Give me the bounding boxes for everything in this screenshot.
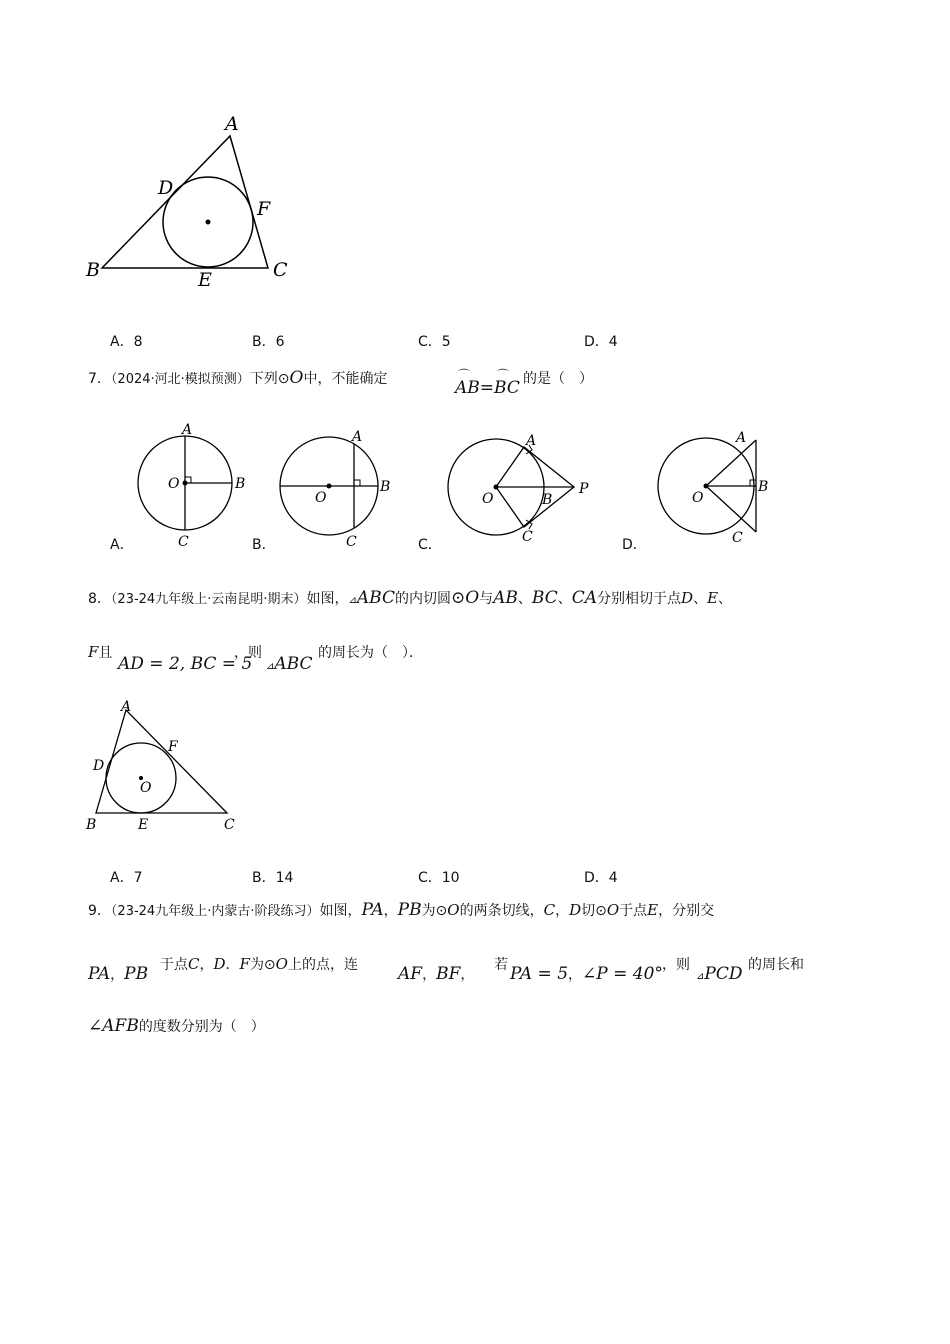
- fc-label-a: A: [526, 433, 537, 449]
- fc-label-p: P: [579, 481, 589, 497]
- q8-d: D: [681, 589, 694, 607]
- q8-stem-end: 的周长为（ ）．: [318, 645, 423, 661]
- q8-e: E: [707, 589, 719, 607]
- f8-label-a: A: [121, 699, 132, 715]
- q8-sep: 、: [557, 591, 572, 607]
- q9-text: 如图，: [319, 903, 362, 919]
- q9-text: 上的点，连: [287, 957, 358, 973]
- f8-label-o: O: [140, 780, 152, 796]
- q9-f: F: [239, 955, 250, 973]
- q8-cond: AD = 2, BC = 5: [118, 654, 253, 674]
- label-e: E: [198, 269, 212, 291]
- fd-label-c: C: [732, 530, 743, 546]
- arc-ab-text: AB: [455, 378, 480, 398]
- q9-c: C: [188, 955, 200, 973]
- label-b: B: [86, 259, 100, 281]
- q8-option-c[interactable]: C．10: [418, 870, 460, 886]
- q9-angle-afb: ∠AFB: [88, 1016, 139, 1036]
- arc-bc: ⌒ BC: [494, 368, 520, 398]
- q8-text: 与: [479, 591, 494, 607]
- fd-label-b: B: [758, 479, 769, 495]
- q8-bc: BC: [531, 588, 558, 608]
- fb-label-c: C: [346, 534, 357, 550]
- q8-text: 分别相切于点: [597, 591, 682, 607]
- q9-sep: ，: [555, 903, 570, 919]
- triangle-abc: [96, 710, 227, 813]
- q9-pb: PB: [124, 964, 149, 984]
- q8-sep: 、: [517, 591, 532, 607]
- triangle-symbol: ⊿: [348, 595, 357, 606]
- label-c: C: [273, 259, 288, 281]
- q9-stem-line2b: 的周长和: [748, 957, 804, 973]
- q9-pa: PA: [361, 900, 384, 920]
- q9-stem-line3: [88, 1016, 265, 1036]
- f8-label-c: C: [224, 817, 235, 833]
- q7-o: O: [289, 368, 304, 388]
- q9-stem-line2a: [160, 954, 358, 974]
- q9-sep: ，: [460, 967, 475, 983]
- q9-af: AF: [398, 964, 423, 984]
- q6-option-d[interactable]: D．4: [584, 334, 618, 350]
- q7-text: 中，不能确定: [303, 371, 388, 387]
- arc-bc-text: BC: [494, 378, 520, 398]
- fd-label-o: O: [692, 490, 704, 506]
- q9-text: 为⊙: [249, 957, 276, 973]
- q7-figure-c: [440, 420, 600, 550]
- q9-angle-p: ∠P = 40°: [582, 964, 663, 984]
- q8-tri-abc: [266, 654, 312, 674]
- q7-option-d[interactable]: D．: [622, 537, 647, 553]
- q8-o: O: [465, 588, 480, 608]
- q9-pa: PA: [88, 964, 111, 984]
- q8-abc: ABC: [274, 654, 313, 674]
- q7-figure-b: [272, 420, 402, 550]
- q7-source: （2024·河北·模拟预测）: [110, 372, 250, 387]
- q9-c: C: [543, 901, 556, 919]
- q9-text: 的度数分别为（ ）: [138, 1019, 265, 1035]
- q9-d: D: [213, 955, 226, 973]
- q6-option-a[interactable]: A．8: [110, 334, 143, 350]
- q8-sep: 、: [693, 591, 708, 607]
- fc-label-b: B: [542, 492, 553, 508]
- q8-option-d[interactable]: D．4: [584, 870, 618, 886]
- fa-label-o: O: [168, 476, 180, 492]
- q7-option-c[interactable]: C．: [418, 537, 442, 553]
- q9-af-bf: [398, 964, 474, 984]
- q9-o: O: [606, 901, 620, 919]
- label-d: D: [158, 177, 174, 199]
- fa-label-b: B: [235, 476, 246, 492]
- q9-pb: PB: [397, 900, 422, 920]
- q8-abc: ABC: [356, 588, 395, 608]
- q8-text: 如图，: [306, 591, 349, 607]
- q8-ab: AB: [493, 588, 518, 608]
- q9-text: 于点: [619, 903, 648, 919]
- q7-text: 下列: [249, 371, 278, 387]
- q7-figure-a: [130, 420, 255, 550]
- q8-stem-line1: [88, 588, 732, 608]
- triangle-symbol: ⊿: [696, 971, 705, 982]
- q9-o: O: [447, 901, 460, 919]
- q8-source: （23-24九年级上·云南昆明·期末）: [110, 592, 307, 607]
- q8-text: 且: [98, 645, 113, 661]
- q9-o: O: [275, 955, 288, 973]
- q9-pa-pb: [88, 964, 148, 984]
- q9-sep: ．: [225, 957, 240, 973]
- q9-sep: ，: [199, 957, 214, 973]
- q7-figure-d: [648, 420, 783, 550]
- q8-sep: 、: [718, 591, 733, 607]
- q9-text: 为⊙: [421, 903, 448, 919]
- label-a: A: [225, 113, 239, 135]
- q8-stem-line2b: [234, 642, 262, 662]
- circle-symbol: ⊙: [450, 588, 466, 608]
- q7-option-a[interactable]: A．: [110, 537, 134, 553]
- q9-d: D: [569, 901, 582, 919]
- fb-label-b: B: [380, 479, 391, 495]
- f8-label-d: D: [93, 758, 105, 774]
- arc-ab: ⌒ AB: [455, 368, 480, 398]
- q9-ruo: 若: [494, 957, 508, 973]
- q6-figure: [80, 108, 310, 293]
- q8-number: 8．: [88, 591, 111, 607]
- label-f: F: [257, 198, 271, 220]
- q9-pcd: PCD: [704, 964, 743, 984]
- q9-text: 的两条切线，: [459, 903, 544, 919]
- q9-sep: ，: [110, 967, 125, 983]
- q9-bf: BF: [436, 964, 461, 984]
- q9-text: ，分别交: [658, 903, 715, 919]
- q9-number: 9．: [88, 903, 111, 919]
- triangle-symbol: ⊿: [266, 661, 275, 672]
- q7-number: 7．: [88, 371, 111, 387]
- q9-ze: ，则: [662, 957, 690, 973]
- q8-stem-line2: [88, 642, 112, 662]
- q8-option-a[interactable]: A．7: [110, 870, 143, 886]
- f8-label-f: F: [168, 739, 178, 755]
- f8-label-b: B: [86, 817, 97, 833]
- q8-text: 的内切圆: [394, 591, 451, 607]
- q8-f: F: [88, 643, 99, 661]
- fa-label-c: C: [178, 534, 189, 550]
- q7-option-b[interactable]: B．: [252, 537, 276, 553]
- circle-symbol: ⊙: [277, 371, 290, 387]
- q9-e: E: [647, 901, 659, 919]
- q8-condition: [118, 654, 252, 674]
- f8-label-e: E: [138, 817, 149, 833]
- triangle-abc: [102, 136, 268, 268]
- q9-sep: ，: [383, 903, 398, 919]
- q8-figure: [84, 696, 249, 836]
- fc-label-o: O: [482, 491, 494, 507]
- equals-sign: =: [479, 378, 495, 398]
- q9-sep: ，: [422, 967, 437, 983]
- q9-tri-pcd: [696, 964, 742, 984]
- q9-conditions: [510, 964, 663, 984]
- q9-sep: ，: [568, 967, 583, 983]
- fd-label-a: A: [736, 430, 747, 446]
- q8-text: ，则: [234, 645, 262, 661]
- q6-option-c[interactable]: C．5: [418, 334, 451, 350]
- q8-ca: CA: [571, 588, 598, 608]
- q7-stem-end: 的是（ ）: [523, 371, 593, 387]
- fb-label-o: O: [315, 490, 327, 506]
- q6-option-b[interactable]: B．6: [252, 334, 285, 350]
- q9-pa5: PA = 5: [510, 964, 569, 984]
- q7-stem: [88, 368, 387, 388]
- q9-stem-line1: [88, 900, 714, 920]
- center-dot: [206, 220, 211, 225]
- q9-text: 切⊙: [581, 903, 607, 919]
- q9-text: 于点: [160, 957, 188, 973]
- q8-option-b[interactable]: B．14: [252, 870, 294, 886]
- q9-source: （23-24九年级上·内蒙古·阶段练习）: [110, 904, 320, 919]
- fc-label-c: C: [522, 529, 533, 545]
- fb-label-a: A: [352, 429, 363, 445]
- fa-label-a: A: [182, 422, 193, 438]
- q7-arc-equation: [455, 368, 520, 398]
